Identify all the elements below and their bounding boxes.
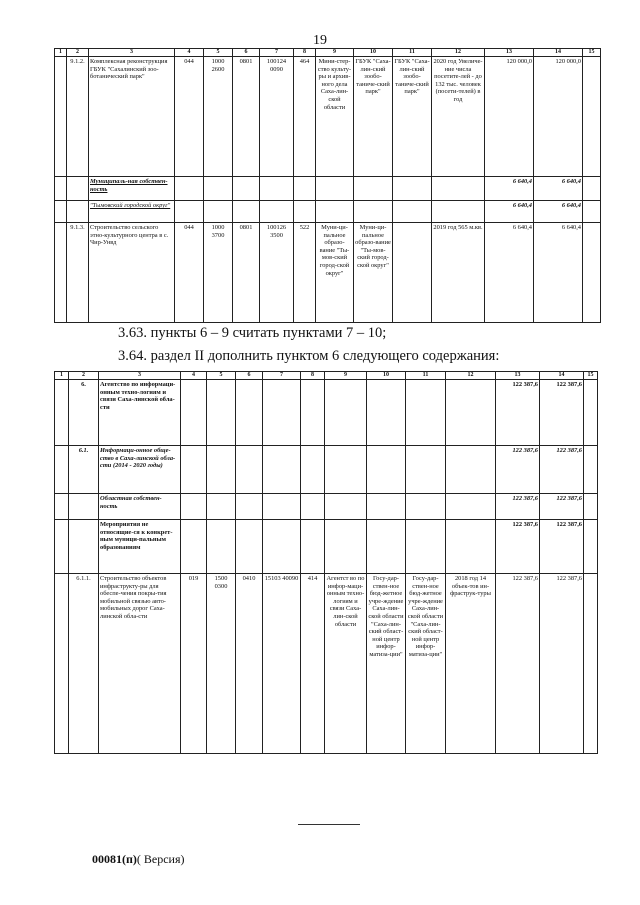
- cell-customer: ГБУК "Саха-лин-ский зообо-таниче-ский парк": [354, 57, 393, 177]
- header-cell: 9: [316, 49, 354, 57]
- header-cell: 8: [301, 372, 325, 380]
- header-cell: 5: [207, 372, 236, 380]
- cell-developer: [393, 223, 432, 323]
- table-header-row: [55, 372, 598, 380]
- separator-line: [298, 824, 360, 825]
- agency-name: Агентство по информаци-онным техно-логиям и связи Саха-линской обла-сти: [99, 380, 181, 446]
- cell-article: 100126 3500: [260, 223, 294, 323]
- header-cell: 11: [406, 372, 446, 380]
- cell-amount-total: 122 387,6: [496, 380, 540, 446]
- footer-doc-code: 00081(п): [92, 852, 137, 866]
- cell-authority: Агентст во по инфор-маци-онным техно-логиям и связи Саха-лин-ской области: [325, 574, 367, 754]
- cell-amount-total: 6 640,4: [485, 223, 534, 323]
- header-cell: 8: [294, 49, 316, 57]
- table-row: [55, 223, 601, 323]
- table-objects-1: [54, 48, 601, 323]
- paragraph-3-64: 3.64. раздел II дополнить пунктом 6 следующего содержания:: [118, 348, 500, 364]
- program-name: Информаци-онное обще-ство в Саха-линской обла-сти (2014 - 2020 годы): [99, 446, 181, 494]
- header-cell: 14: [540, 372, 584, 380]
- table-row: [55, 380, 598, 446]
- cell-amount-year: 6 640,4: [534, 177, 583, 201]
- header-cell: 5: [204, 49, 233, 57]
- cell-developer: ГБУК "Саха-лин-ский зообо-таниче-ский парк": [393, 57, 432, 177]
- ownership-label: Муниципаль-ная собствен-ность: [89, 177, 175, 201]
- cell-customer: Муни-ци-пальное образо-вание "Ты-мов-ский город-ской округ": [354, 223, 393, 323]
- cell-grbs: 019: [181, 574, 207, 754]
- cell-customer: Госу-дар-ствен-ное бюд-жетное учре-ждение Саха-лин-ской области "Саха-лин-ский област-ной центр инфор-матиза-ции": [367, 574, 406, 754]
- table-objects-2: [54, 371, 598, 754]
- cell-code: 1000 2600: [204, 57, 233, 177]
- row-number: 6.1.1.: [69, 574, 99, 754]
- cell-amount-total: 122 387,6: [496, 574, 540, 754]
- footer-version: ( Версия): [136, 852, 185, 866]
- measures-label: Мероприятия не относящие-ся к конкрет-ным муници-пальным образованиям: [99, 520, 181, 574]
- header-cell: 9: [325, 372, 367, 380]
- table-row: [55, 494, 598, 520]
- table-row: [55, 520, 598, 574]
- municipality-label: "Тымовский городской округ": [89, 201, 175, 223]
- table-row: [55, 201, 601, 223]
- header-cell: 10: [354, 49, 393, 57]
- cell-amount-year: 6 640,4: [534, 223, 583, 323]
- cell-amount-year: 6 640,4: [534, 201, 583, 223]
- cell-amount-year: 122 387,6: [540, 574, 584, 754]
- header-cell: 7: [260, 49, 294, 57]
- header-cell: 6: [236, 372, 263, 380]
- cell-type: 414: [301, 574, 325, 754]
- cell-article: 15103 40090: [263, 574, 301, 754]
- cell-amount-year: 122 387,6: [540, 520, 584, 574]
- cell-section: 0801: [233, 223, 260, 323]
- cell-amount-total: 122 387,6: [496, 446, 540, 494]
- cell-amount-year: 122 387,6: [540, 446, 584, 494]
- cell-amount-total: 120 000,0: [485, 57, 534, 177]
- cell-type: 522: [294, 223, 316, 323]
- cell-amount-total: 122 387,6: [496, 494, 540, 520]
- cell-grbs: 044: [175, 223, 204, 323]
- header-cell: 12: [432, 49, 485, 57]
- table-row: [55, 446, 598, 494]
- cell-amount-total: 6 640,4: [485, 177, 534, 201]
- cell-capacity: 2018 год 14 объек-тов ин-фраструк-туры: [446, 574, 496, 754]
- row-number: 9.1.2.: [67, 57, 89, 177]
- table-row: [55, 57, 601, 177]
- header-cell: 13: [485, 49, 534, 57]
- cell-article: 100124 0090: [260, 57, 294, 177]
- table-row: [55, 177, 601, 201]
- header-cell: 11: [393, 49, 432, 57]
- header-cell: 3: [89, 49, 175, 57]
- ownership-label: Областная собствен-ность: [99, 494, 181, 520]
- header-cell: 14: [534, 49, 583, 57]
- object-name: Комплексная реконструкция ГБУК "Сахалинский зоо-ботанический парк": [89, 57, 175, 177]
- row-number: 9.1.3.: [67, 223, 89, 323]
- cell-code: 1000 3700: [204, 223, 233, 323]
- header-cell: 2: [69, 372, 99, 380]
- header-cell: 4: [175, 49, 204, 57]
- header-cell: 1: [55, 49, 67, 57]
- table-header-row: [55, 49, 601, 57]
- header-cell: 4: [181, 372, 207, 380]
- header-cell: 15: [584, 372, 598, 380]
- header-cell: 6: [233, 49, 260, 57]
- paragraph-3-63: 3.63. пункты 6 – 9 считать пунктами 7 – 10;: [118, 325, 387, 341]
- cell-code: 1500 0300: [207, 574, 236, 754]
- header-cell: 3: [99, 372, 181, 380]
- header-cell: 2: [67, 49, 89, 57]
- cell-developer: Госу-дар-ствен-ное бюд-жетное учре-ждение Саха-лин-ской области "Саха-лин-ский област-ной центр инфор-матиза-ции": [406, 574, 446, 754]
- header-cell: 7: [263, 372, 301, 380]
- cell-amount-year: 122 387,6: [540, 380, 584, 446]
- cell-amount-total: 6 640,4: [485, 201, 534, 223]
- row-number: 6.: [69, 380, 99, 446]
- cell-grbs: 044: [175, 57, 204, 177]
- cell-section: 0801: [233, 57, 260, 177]
- cell-amount-year: 122 387,6: [540, 494, 584, 520]
- header-cell: 13: [496, 372, 540, 380]
- header-cell: 10: [367, 372, 406, 380]
- header-cell: 15: [583, 49, 601, 57]
- object-name: Строительство сельского этно-культурного центра в с. Чир-Унвд: [89, 223, 175, 323]
- cell-section: 0410: [236, 574, 263, 754]
- cell-authority: Мини-стер-ство культу-ры и архив-ного дела Саха-лин-ской области: [316, 57, 354, 177]
- header-cell: 12: [446, 372, 496, 380]
- cell-authority: Муни-ци-пальное образо-вание "Ты-мов-ский город-ской округ": [316, 223, 354, 323]
- cell-capacity: 2020 год Увеличе-ние числа посетите-лей - до 132 тыс. человек (посети-телей) в год: [432, 57, 485, 177]
- cell-type: 464: [294, 57, 316, 177]
- object-name: Строительство объектов инфраструкту-ры для обеспе-чения покры-тия мобильной связью авто-мобильных дорог Саха-линской обла-сти: [99, 574, 181, 754]
- row-number: 6.1.: [69, 446, 99, 494]
- footer-code: [92, 852, 185, 867]
- page-number: 19: [313, 33, 327, 48]
- header-cell: 1: [55, 372, 69, 380]
- cell-amount-total: 122 387,6: [496, 520, 540, 574]
- table-row: [55, 574, 598, 754]
- cell-amount-year: 120 000,0: [534, 57, 583, 177]
- cell-capacity: 2019 год 565 м.кв.: [432, 223, 485, 323]
